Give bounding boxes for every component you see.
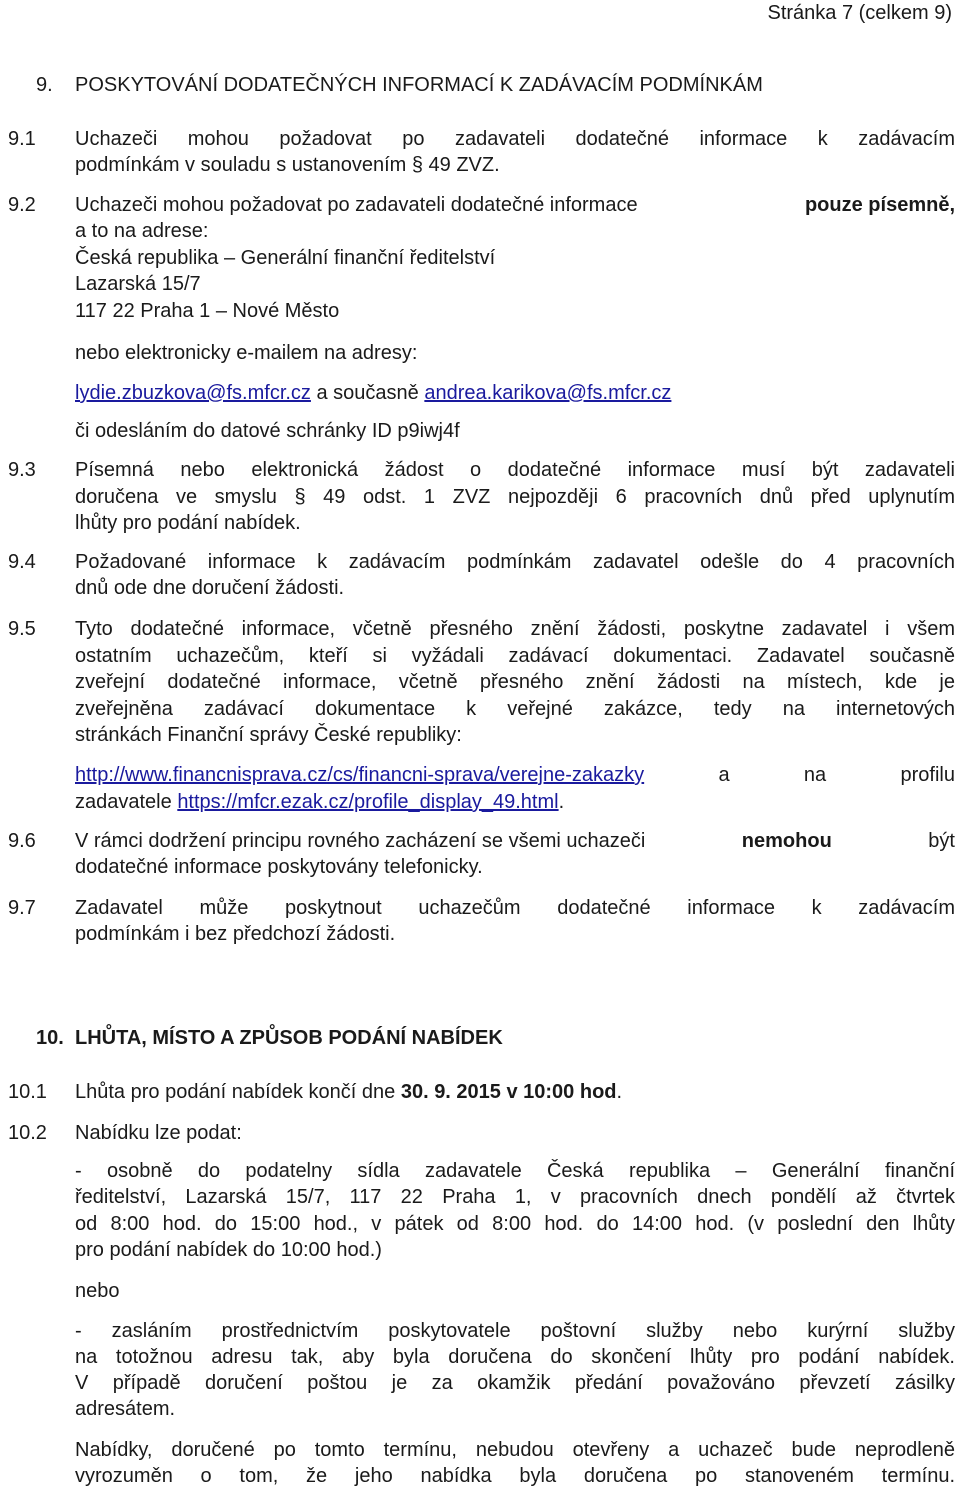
para-9-4-line-1: Požadované informace k zadávacím podmínkám zadavatel odešle do 4 pracovních [75,551,955,573]
ezak-profile-link[interactable]: https://mfcr.ezak.cz/profile_display_49.html [177,791,559,813]
para-9-7-line-2: podmínkám i bez předchozí žádosti. [75,923,396,945]
section-10-number: 10. [36,1027,64,1049]
option-post-line-4: adresátem. [75,1398,176,1420]
para-10-2-intro: Nabídku lze podat: [75,1122,242,1144]
option-personal-line-2: ředitelství, Lazarská 15/7, 117 22 Praha 1, v pracovních dnech pondělí až čtvrtek [75,1186,955,1208]
email-link-1[interactable]: lydie.zbuzkova@fs.mfcr.cz [75,382,311,404]
para-9-4-line-2: dnů ode dne doručení žádosti. [75,577,345,599]
deadline-intro: Lhůta pro podání nabídek končí dne [75,1081,396,1103]
section-9-number: 9. [36,74,53,96]
page-number-header: Stránka 7 (celkem 9) [767,2,952,24]
late-offers-line-1: Nabídky, doručené po tomto termínu, nebudou otevřeny a uchazeč bude neprodleně [75,1439,955,1461]
url-line-word-profilu: profilu [900,764,955,786]
para-9-6-emphasis: nemohou [741,830,832,852]
para-9-5-line-3: zveřejní dodatečné informace, včetně přesného znění žádosti na místech, kde je [75,671,955,693]
option-post-line-2: na totožnou adresu tak, aby byla doručena do skončení lhůty pro podání nabídek. [75,1346,955,1368]
option-or: nebo [75,1280,120,1302]
option-post-line-3: V případě doručení poštou je za okamžik předání považováno převzetí zásilky [75,1372,955,1394]
para-9-3-line-3: lhůty pro podání nabídek. [75,512,301,534]
profile-suffix: . [558,791,565,813]
para-9-5-line-4: zveřejněna zadávací dokumentace k veřejné zakázce, tedy na internetových [75,698,955,720]
para-9-1-number: 9.1 [8,128,36,150]
deadline-suffix: . [616,1081,623,1103]
para-9-5-line-1: Tyto dodatečné informace, včetně přesného znění žádosti, poskytne zadavatel i všem [75,618,955,640]
para-10-2-number: 10.2 [8,1122,47,1144]
para-10-1-text [75,1079,622,1105]
para-9-6-line-1 [75,828,955,854]
para-9-2-line-1-emphasis: pouze písemně, [804,194,955,216]
financnisprava-link[interactable]: http://www.financnisprava.cz/cs/financni-sprava/verejne-zakazky [75,764,645,786]
para-9-6-number: 9.6 [8,830,36,852]
para-9-3-line-2: doručena ve smyslu § 49 odst. 1 ZVZ nejpozději 6 pracovních dnů před uplynutím [75,486,955,508]
profile-prefix: zadavatele [75,791,172,813]
para-10-1-number: 10.1 [8,1081,47,1103]
option-personal-line-3: od 8:00 hod. do 15:00 hod., v pátek od 8:00 hod. do 14:00 hod. (v poslední den lhůty [75,1213,955,1235]
para-9-7-number: 9.7 [8,897,36,919]
deadline-value: 30. 9. 2015 v 10:00 hod [400,1081,617,1103]
url-line-word-a: a [718,764,730,786]
para-9-2-number: 9.2 [8,194,36,216]
email-line [75,380,671,406]
para-9-3-number: 9.3 [8,459,36,481]
para-9-5-number: 9.5 [8,618,36,640]
option-personal-line-4: pro podání nabídek do 10:00 hod.) [75,1239,382,1261]
email-link-2[interactable]: andrea.karikova@fs.mfcr.cz [424,382,672,404]
section-10-title: LHŮTA, MÍSTO A ZPŮSOB PODÁNÍ NABÍDEK [75,1027,503,1049]
address-line-3: 117 22 Praha 1 – Nové Město [75,300,340,322]
url-line-word-na: na [803,764,827,786]
para-9-6-line-1-text: V rámci dodržení principu rovného zacházení se všemi uchazeči [75,830,646,852]
para-9-2-line-1 [75,192,955,218]
para-9-5-line-5: stránkách Finanční správy České republiky: [75,724,462,746]
address-line-1: Česká republika – Generální finanční ředitelství [75,247,496,269]
databox-line: či odesláním do datové schránky ID p9iwj4f [75,420,460,442]
profile-line [75,789,564,815]
email-intro: nebo elektronicky e-mailem na adresy: [75,342,418,364]
email-separator: a současně [316,382,419,404]
para-9-2-line-2: a to na adrese: [75,220,209,242]
option-post-line-1: - zasláním prostřednictvím poskytovatele poštovní služby nebo kurýrní služby [75,1320,955,1342]
para-9-1-line-1: Uchazeči mohou požadovat po zadavateli dodatečné informace k zadávacím [75,128,955,150]
url-line [75,762,955,788]
address-line-2: Lazarská 15/7 [75,273,201,295]
para-9-6-line-1-end: být [928,830,955,852]
para-9-6-line-2: dodatečné informace poskytovány telefonicky. [75,856,483,878]
para-9-3-line-1: Písemná nebo elektronická žádost o dodatečné informace musí být zadavateli [75,459,955,481]
para-9-2-line-1-text: Uchazeči mohou požadovat po zadavateli dodatečné informace [75,194,638,216]
option-personal-line-1: - osobně do podatelny sídla zadavatele Česká republika – Generální finanční [75,1160,955,1182]
late-offers-line-2: vyrozuměn o tom, že jeho nabídka byla doručena po stanoveném termínu. [75,1465,955,1487]
para-9-7-line-1: Zadavatel může poskytnout uchazečům dodatečné informace k zadávacím [75,897,955,919]
para-9-4-number: 9.4 [8,551,36,573]
para-9-1-line-2: podmínkám v souladu s ustanovením § 49 ZVZ. [75,154,500,176]
section-9-title: POSKYTOVÁNÍ DODATEČNÝCH INFORMACÍ K ZADÁVACÍM PODMÍNKÁM [75,74,763,96]
para-9-5-line-2: ostatním uchazečům, kteří si vyžádali zadávací dokumentaci. Zadavatel současně [75,645,955,667]
